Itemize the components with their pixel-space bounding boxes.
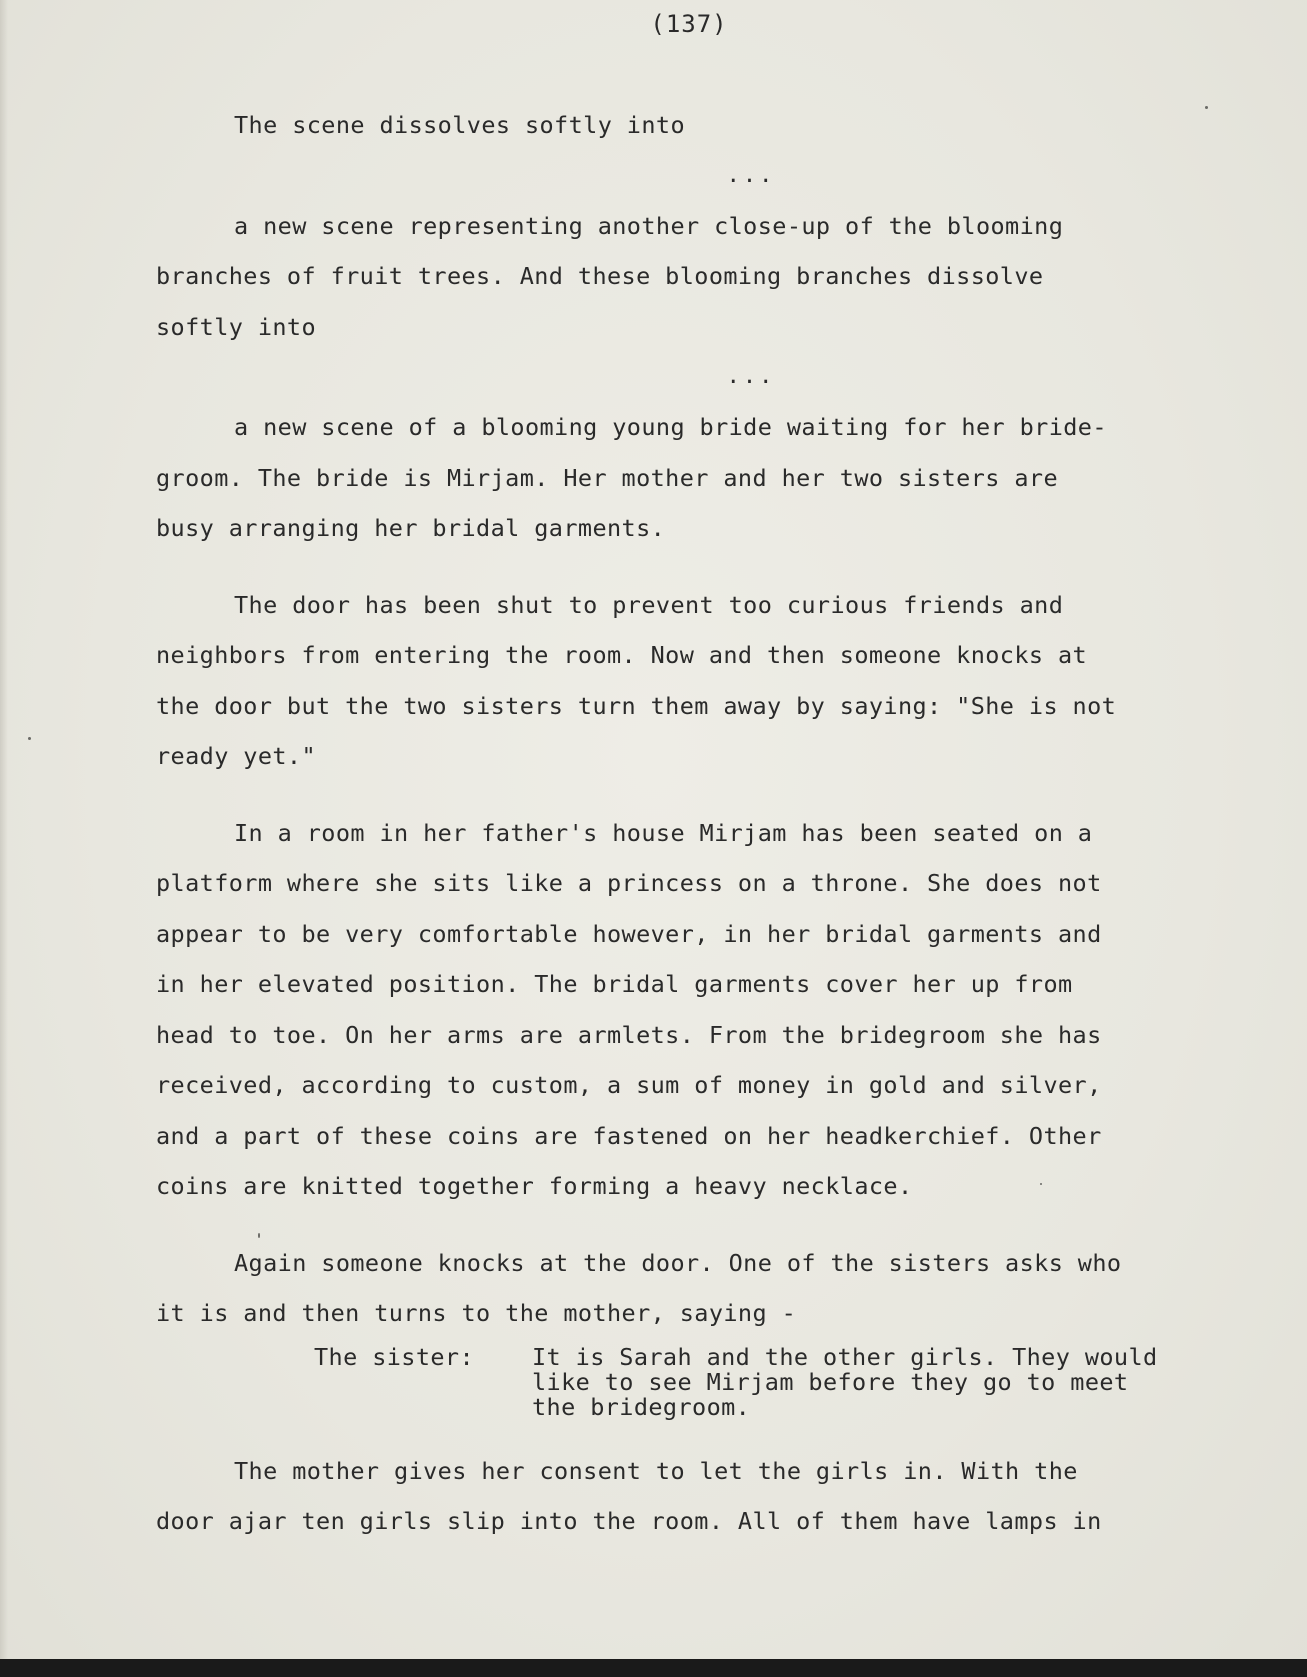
ellipsis-marker: ... [726, 364, 776, 389]
paper-speck [1205, 106, 1208, 109]
paragraph-gap [156, 1420, 1196, 1446]
dialogue-line [156, 1342, 1196, 1421]
dialogue-speaker: The sister: [314, 1342, 475, 1371]
paragraph-gap [156, 1212, 1196, 1238]
page-number: (137) [650, 10, 728, 38]
paragraph: The mother gives her consent to let the girls in. With the door ajar ten girls slip into the room. All of them have lamps in [156, 1456, 1102, 1535]
paragraph: In a room in her father's house Mirjam has been seated on a platform where she sits like a princess on a throne. She does not appear to be very comfortable however, in her bridal garments and in her elevated position. The bridal garments cover her up from head to toe. On her arms are armlets. From the bridegroom she has received, according to custom, a sum of money in gold and silver, and a part of these coins are fastened on her headkerchief. Other coins are knitted together forming a heavy necklace. [156, 818, 1102, 1200]
paragraph: The scene dissolves softly into [234, 111, 685, 139]
scan-bottom-border [0, 1659, 1307, 1677]
paper-speck [28, 737, 31, 740]
typescript-body [156, 100, 1196, 1547]
paragraph-gap [156, 554, 1196, 580]
paragraph: a new scene of a blooming young bride waiting for her bride- groom. The bride is Mirjam. Her mother and her two sisters are busy arranging her bridal garments. [156, 413, 1107, 542]
paragraph: a new scene representing another close-up of the blooming branches of fruit trees. And these blooming branches dissolve softly into [156, 211, 1064, 341]
page-left-shadow [0, 0, 8, 1677]
paragraph-gap [156, 782, 1196, 808]
paper-speck [1040, 1183, 1042, 1185]
dialogue-text: It is Sarah and the other girls. They would like to see Mirjam before they go to meet the bridegroom. [532, 1342, 1158, 1421]
ellipsis-marker: ... [726, 162, 776, 188]
paragraph: Again someone knocks at the door. One of the sisters asks who it is and then turns to the mother, saying - [156, 1248, 1122, 1327]
paper-speck [258, 1233, 260, 1238]
paragraph: The door has been shut to prevent too curious friends and neighbors from entering the room. Now and then someone knocks at the door but the two sisters turn them away by saying: "She is not ready yet." [156, 590, 1117, 770]
